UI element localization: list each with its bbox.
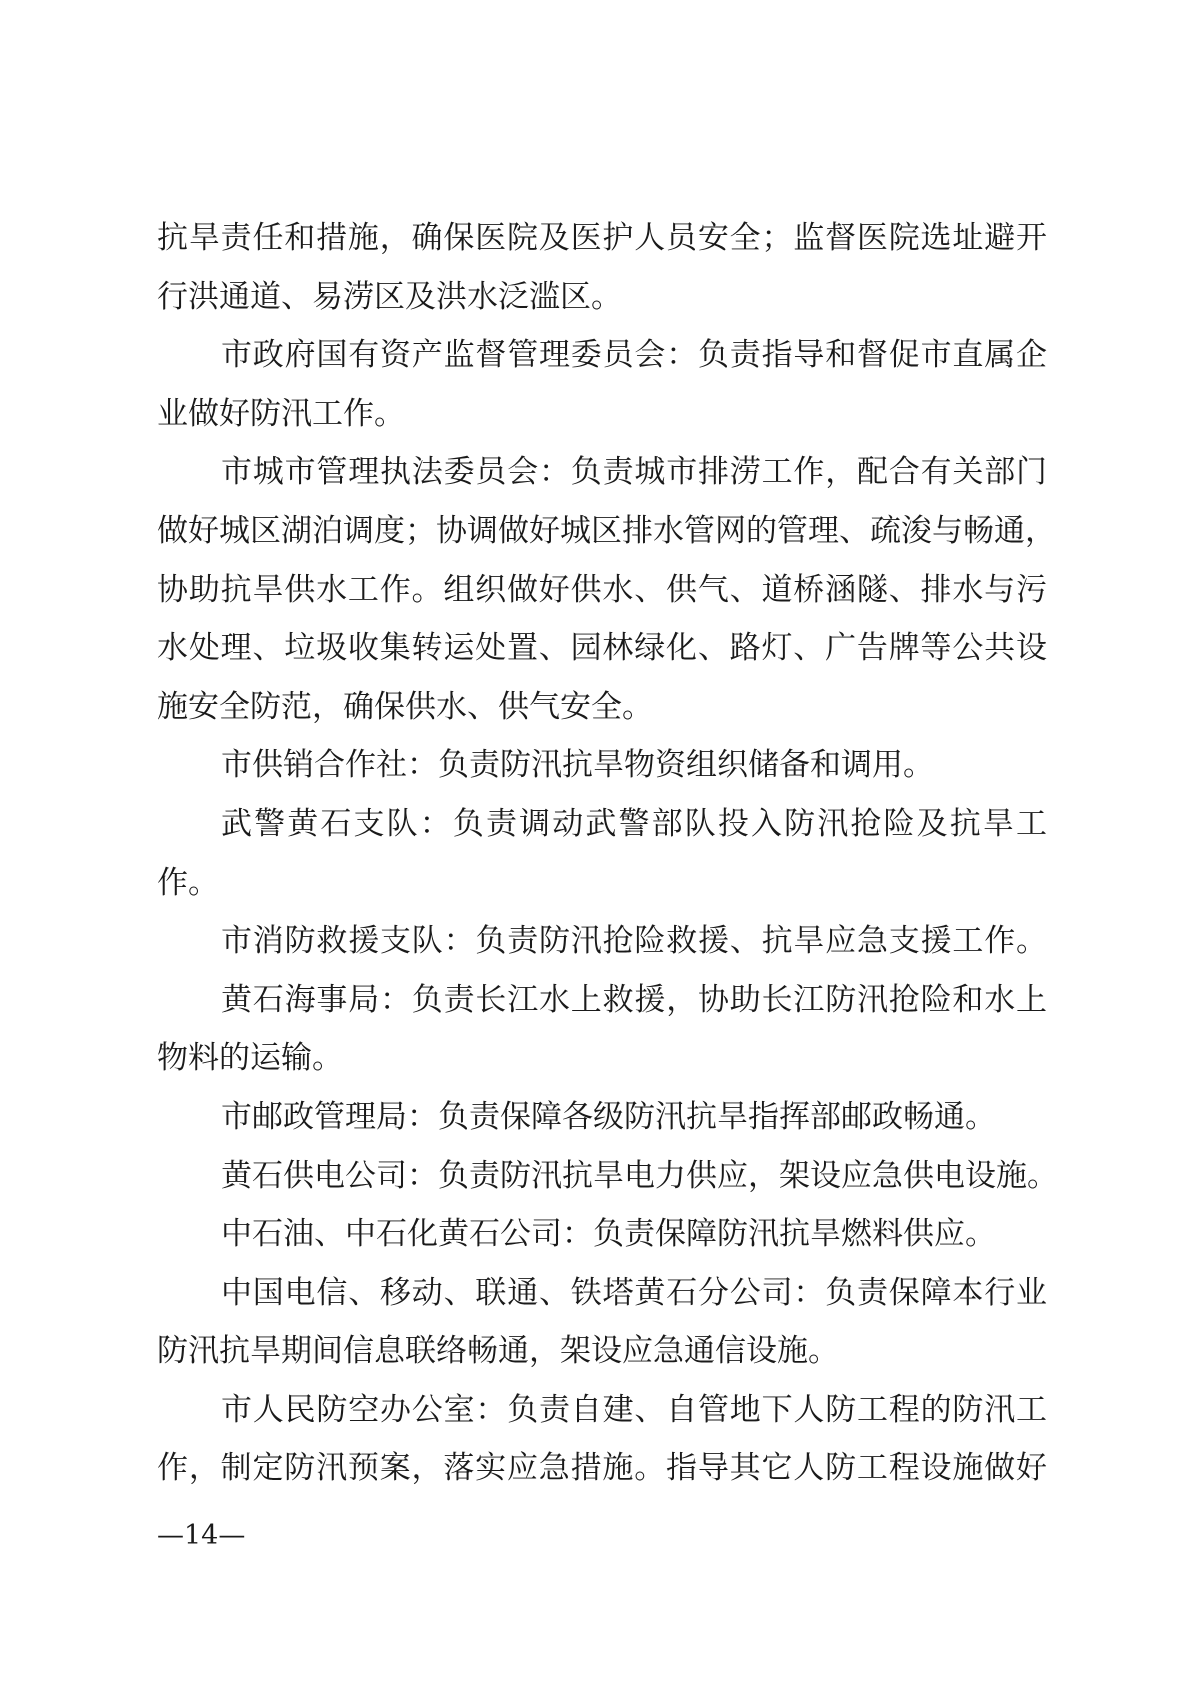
text-line: 黄石海事局：负责长江水上救援，协助长江防汛抢险和水上 xyxy=(221,981,1047,1018)
text-line: 作，制定防汛预案，落实应急措施。指导其它人防工程设施做好 xyxy=(157,1450,1047,1487)
text-line: 市政府国有资产监督管理委员会：负责指导和督促市直属企 xyxy=(221,337,1047,374)
text-line: 市邮政管理局：负责保障各级防汛抗旱指挥部邮政畅通。 xyxy=(221,1098,996,1135)
text-line: 施安全防范，确保供水、供气安全。 xyxy=(157,688,653,725)
text-line: 中国电信、移动、联通、铁塔黄石分公司：负责保障本行业 xyxy=(221,1274,1047,1311)
text-line: 市供销合作社：负责防汛抗旱物资组织储备和调用。 xyxy=(221,747,934,784)
text-line: 业做好防汛工作。 xyxy=(157,395,405,432)
text-line: 市人民防空办公室：负责自建、自管地下人防工程的防汛工 xyxy=(221,1391,1047,1428)
text-line: 作。 xyxy=(157,864,219,901)
text-line: 黄石供电公司：负责防汛抗旱电力供应，架设应急供电设施。 xyxy=(221,1157,1058,1194)
text-line: 中石油、中石化黄石公司：负责保障防汛抗旱燃料供应。 xyxy=(221,1216,996,1253)
text-line: 物料的运输。 xyxy=(157,1040,343,1077)
text-line: 武警黄石支队：负责调动武警部队投入防汛抢险及抗旱工 xyxy=(221,805,1047,842)
page-number: —14— xyxy=(157,1520,246,1551)
body-text xyxy=(157,218,1058,1507)
text-line: 协助抗旱供水工作。组织做好供水、供气、道桥涵隧、排水与污 xyxy=(157,571,1047,608)
text-line: 水处理、垃圾收集转运处置、园林绿化、路灯、广告牌等公共设 xyxy=(157,630,1047,667)
text-line: 行洪通道、易涝区及洪水泛滥区。 xyxy=(157,278,622,315)
text-line: 市消防救援支队：负责防汛抢险救援、抗旱应急支援工作。 xyxy=(221,923,1047,960)
text-line: 防汛抗旱期间信息联络畅通，架设应急通信设施。 xyxy=(157,1333,839,1370)
text-line: 做好城区湖泊调度；协调做好城区排水管网的管理、疏浚与畅通， xyxy=(157,512,1056,549)
text-line: 抗旱责任和措施，确保医院及医护人员安全；监督医院选址避开 xyxy=(157,220,1047,256)
text-line: 市城市管理执法委员会：负责城市排涝工作，配合有关部门 xyxy=(221,454,1047,491)
